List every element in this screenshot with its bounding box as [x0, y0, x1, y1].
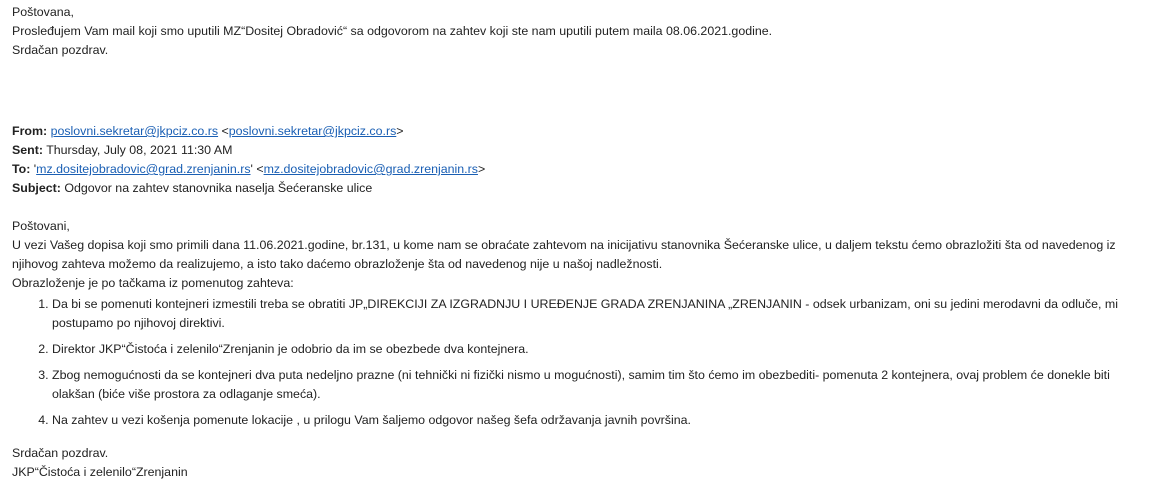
subject-value: Odgovor na zahtev stanovnika naselja Šećeranske ulice: [60, 181, 373, 195]
to-row: [12, 160, 485, 179]
list-item: [52, 366, 1147, 404]
explanation-points-list: [12, 295, 1147, 437]
point-text: Da bi se pomenuti kontejneri izmestili treba se obratiti JP„DIREKCIJI ZA IZGRADNJU I UREĐENJE GRADA ZRENJANINA „ZRENJANIN - odsek urbanizam, oni su jedini merodavni da odluče, mi postupamo po njihovoj direktivi.: [52, 297, 1118, 330]
to-label: To:: [12, 162, 31, 176]
point-text: Zbog nemogućnosti da se kontejneri dva puta nedeljno prazne (ni tehnički ni fizički nismo u mogućnosti), samim tim što ćemo im obezbediti- pomenuta 2 kontejnera, ovaj problem će donekle biti olakšan (biće više prostora za odlaganje smeća).: [52, 368, 1110, 401]
message-paragraph: U vezi Vašeg dopisa koji smo primili dana 11.06.2021.godine, br.131, u kome nam se obraćate zahtevom na inicijativu stanovnika Šećeranske ulice, u daljem tekstu ćemo obrazložiti šta od navedenog iz njihovog zahteva možemo da realizujemo, a isto tako daćemo obrazloženje šta od navedenog nije u našoj nadležnosti.: [12, 238, 1116, 271]
point-text: Direktor JKP“Čistoća i zelenilo“Zrenjanin je odobrio da im se obezbede dva kontejnera.: [52, 342, 529, 356]
list-item: [52, 411, 1147, 430]
from-label: From:: [12, 124, 48, 138]
to-quote-open: ': [30, 162, 37, 176]
from-bracket-close: >: [396, 124, 404, 138]
point-text: Na zahtev u vezi košenja pomenute lokacije , u prilogu Vam šaljemo odgovor našeg šefa održavanja javnih površina.: [52, 413, 691, 427]
sent-label: Sent:: [12, 143, 43, 157]
intro-closing: Srdačan pozdrav.: [12, 43, 109, 57]
to-email-link[interactable]: mz.dositejobradovic@grad.zrenjanin.rs: [36, 162, 251, 176]
explanation-intro: Obrazloženje je po tačkama iz pomenutog zahteva:: [12, 276, 294, 290]
subject-row: [12, 179, 372, 198]
sent-row: [12, 141, 232, 160]
from-email-link-2[interactable]: poslovni.sekretar@jkpciz.co.rs: [228, 124, 397, 138]
message-signature: JKP“Čistoća i zelenilo“Zrenjanin: [12, 465, 188, 479]
from-email-link[interactable]: poslovni.sekretar@jkpciz.co.rs: [50, 124, 219, 138]
to-bracket-close: >: [477, 162, 486, 176]
intro-body: Prosleđujem Vam mail koji smo uputili MZ“Dositej Obradović“ sa odgovorom na zahtev koji ste nam uputili putem maila 08.06.2021.godine.: [12, 24, 773, 38]
sent-value: Thursday, July 08, 2021 11:30 AM: [42, 143, 233, 157]
list-item: [52, 295, 1147, 333]
from-bracket-open: <: [218, 124, 229, 138]
to-email-link-2[interactable]: mz.dositejobradovic@grad.zrenjanin.rs: [263, 162, 478, 176]
to-quote-close: ' <: [250, 162, 264, 176]
subject-label: Subject:: [12, 181, 61, 195]
list-item: [52, 340, 1147, 359]
message-closing: Srdačan pozdrav.: [12, 446, 109, 460]
intro-greeting: Poštovana,: [12, 5, 74, 19]
message-greeting: Poštovani,: [12, 219, 70, 233]
from-row: [12, 122, 404, 141]
